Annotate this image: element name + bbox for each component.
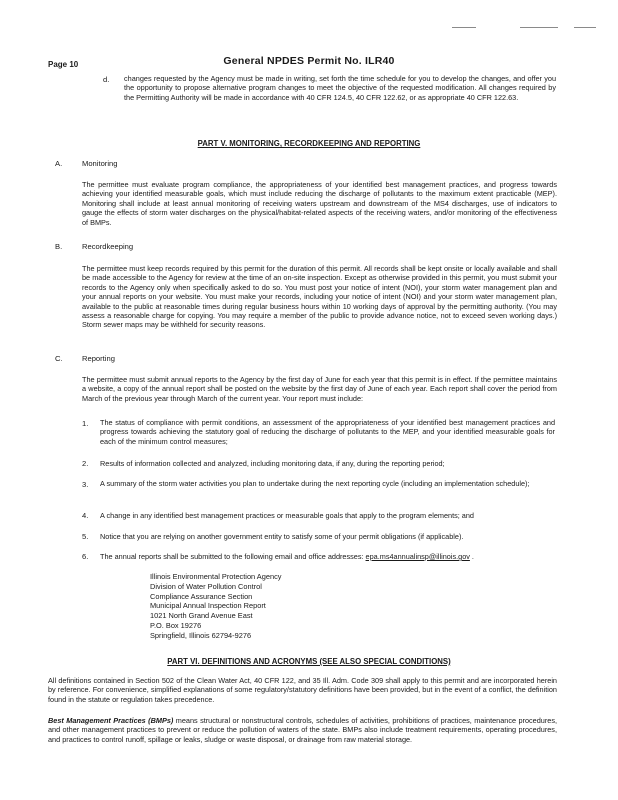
submission-text: The annual reports shall be submitted to the following email and office addresses: <box>100 552 366 561</box>
part-v-heading: PART V. MONITORING, RECORDKEEPING AND REPORTING <box>197 139 421 148</box>
list-item-text: A summary of the storm water activities you plan to undertake during the next reporting cycle (including an implementation schedule); <box>100 479 530 488</box>
definitions-intro: All definitions contained in Section 502 of the Clean Water Act, 40 CFR 122, and 35 Ill. Adm. Code 309 shall apply to this permit and are incorporated herein by reference. For convenience, simplified explanations of some regulatory/statutory definitions have been provided, but in the event of a conflict, the definition found in the statute or regulation takes precedence. <box>48 676 557 704</box>
list-item-number: 2. <box>82 459 89 468</box>
section-a-letter: A. <box>55 159 63 168</box>
address-line: Division of Water Pollution Control <box>150 581 262 591</box>
section-a-text: The permittee must evaluate program compliance, the appropriateness of your identified best management practices, and progress towards achieving your identified measurable goals, which must include reducing the discharge of pollutants to the maximum extent practicable (MEP). Monitoring shall include at least annual monitoring of receiving waters upstream and downstream of the MS4 discharges, use of indicators to gauge the effects of storm water discharges on the physical/habitat-related aspects of the receiving waters, and/or monitoring of the effectiveness of BMPs. <box>82 180 557 227</box>
list-item-number: 1. <box>82 419 89 428</box>
list-item-text <box>100 552 555 561</box>
bmp-text: means structural or nonstructural controls, schedules of activities, prohibitions of practices, maintenance procedures, and other management practices to prevent or reduce the pollution of waters of the state. BMPs also include treatment requirements, operating procedures, and practices to control runoff, spillage or leaks, sludge or waste disposal, or drainage from raw material storage. <box>48 716 557 744</box>
section-c-letter: C. <box>55 354 63 363</box>
page-number: Page 10 <box>48 60 79 69</box>
section-b-title: Recordkeeping <box>82 242 134 251</box>
address-line: Compliance Assurance Section <box>150 591 253 601</box>
scan-artifact <box>520 27 558 28</box>
address-line: Springfield, Illinois 62794-9276 <box>150 630 252 640</box>
list-item-text: Results of information collected and analyzed, including monitoring data, if any, during the reporting period; <box>100 459 445 468</box>
address-line: 1021 North Grand Avenue East <box>150 611 253 621</box>
submission-text-end: . <box>469 552 474 561</box>
list-item-number: 3. <box>82 480 89 489</box>
section-c-text: The permittee must submit annual reports to the Agency by the first day of June for each year that this permit is in effect. If the permittee maintains a website, a copy of the annual report shall be posted on the website by the first day of June of each year. Each report shall cover the period from March of the previous year through March of the current year. Your report must include: <box>82 375 557 403</box>
list-item-text: A change in any identified best management practices or measurable goals that apply to the program elements; and <box>100 511 474 520</box>
list-item-number: 6. <box>82 552 89 561</box>
address-line: Illinois Environmental Protection Agency <box>150 572 282 581</box>
mailing-address <box>150 572 281 641</box>
address-line: P.O. Box 19276 <box>150 620 202 630</box>
address-line: Municipal Annual Inspection Report <box>150 601 266 611</box>
section-a-title: Monitoring <box>82 159 118 168</box>
email-link[interactable]: epa.ms4annualinsp@illinois.gov <box>365 552 470 561</box>
list-item-text: Notice that you are relying on another government entity to satisfy some of your permit obligations (if applicable). <box>100 532 464 541</box>
section-c-title: Reporting <box>82 354 115 363</box>
bmp-definition <box>48 716 557 744</box>
page-title: General NPDES Permit No. ILR40 <box>223 55 395 67</box>
scan-artifact <box>452 27 476 28</box>
bmp-term: Best Management Practices (BMPs) <box>48 716 174 725</box>
list-item-number: 4. <box>82 511 89 520</box>
section-b-text: The permittee must keep records required by this permit for the duration of this permit. All records shall be kept onsite or locally available and shall be made accessible to the Agency for review at the time of an on-site inspection. Except as otherwise provided in this permit, you must submit your records to the Agency only when specifically asked to do so. You must post your notice of intent (NOI), your storm water management plan and your annual reports on your website. You must make your records, including your notice of intent (NOI) and your storm water management plan, available to the public at reasonable times during regular business hours within 10 working days of approval by the permitting authority. (You may assess a reasonable charge for copying. You may require a member of the public to provide advance notice, not to exceed seven working days.) Storm sewer maps may be withheld for security reasons. <box>82 264 557 330</box>
part-vi-heading: PART VI. DEFINITIONS AND ACRONYMS (SEE ALSO SPECIAL CONDITIONS) <box>167 657 451 666</box>
scan-artifact <box>574 27 596 28</box>
section-b-letter: B. <box>55 242 63 251</box>
item-d-text: changes requested by the Agency must be made in writing, set forth the time schedule for you to develop the changes, and offer you the opportunity to propose alternative program changes to meet the objective of the requested modification. All changes required by the Permitting Authority will be made in accordance with 40 CFR 124.5, 40 CFR 122.62, or as appropriate 40 CFR 122.63. <box>124 74 556 102</box>
list-item-number: 5. <box>82 532 89 541</box>
item-d-label: d. <box>103 75 110 84</box>
list-item-text: The status of compliance with permit conditions, an assessment of the appropriateness of your identified best management practices and progress towards achieving the statutory goal of reducing the discharge of pollutants to the MEP, and your identified measurable goals for each of the minimum control measures; <box>100 418 555 446</box>
